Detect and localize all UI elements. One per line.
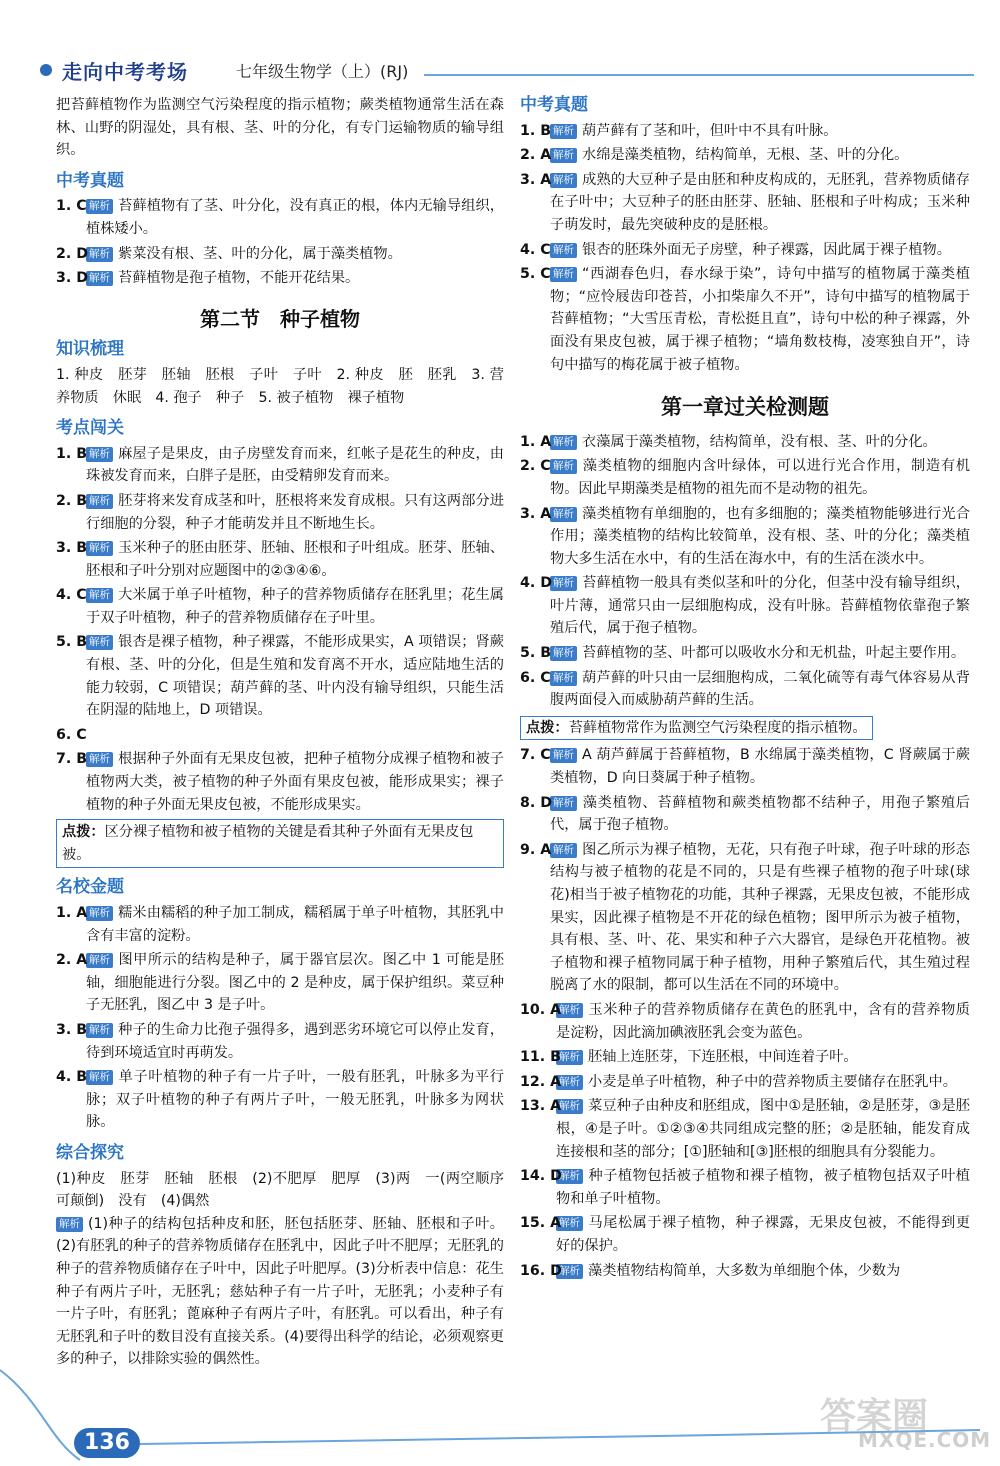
page-header	[34, 54, 974, 86]
answer-number: 16. D	[520, 1262, 562, 1279]
analysis-badge: 解析	[86, 635, 113, 650]
answer-text: 苔藓植物是孢子植物，不能开花结果。	[118, 270, 360, 287]
answer-text: 大米属于单子叶植物，种子的营养物质储存在胚乳里；花生属于双子叶植物，种子的营养物质储存在子叶里。	[86, 587, 504, 626]
answer-text: 葫芦藓有了茎和叶，但叶中不具有叶脉。	[582, 122, 838, 139]
analysis-badge: 解析	[550, 796, 577, 811]
analysis-badge: 解析	[556, 1169, 583, 1184]
zk-heading-right: 中考真题	[520, 95, 588, 115]
analysis-badge: 解析	[550, 748, 577, 763]
answer-number: 13. A	[520, 1098, 562, 1115]
answer-number: 5. B	[520, 645, 552, 662]
left-column	[56, 94, 504, 1371]
answer-text: 紫菜没有根、茎、叶的分化，属于藻类植物。	[118, 245, 402, 262]
answer-item	[520, 263, 970, 376]
watermark-url: MXQE.COM	[858, 1428, 992, 1452]
analysis-badge: 解析	[556, 1099, 583, 1114]
analysis-badge: 解析	[556, 1050, 583, 1065]
answer-text: 苔藓植物有了茎、叶分化，没有真正的根，体内无输导组织，植株矮小。	[86, 198, 504, 237]
answer-text: 藻类植物结构简单，大多数为单细胞个体，少数为	[588, 1262, 901, 1279]
answer-item	[520, 1260, 970, 1283]
knowledge-answers: 1. 种皮 胚芽 胚轴 胚根 子叶 子叶 2. 种皮 胚 胚乳 3. 营养物质 休眠 4. 孢子 种子 5. 被子植物 裸子植物	[56, 366, 504, 406]
analysis-badge: 解析	[550, 173, 577, 188]
analysis-badge: 解析	[86, 953, 113, 968]
answer-number: 10. A	[520, 1001, 562, 1018]
inquiry-analysis	[56, 1213, 504, 1371]
answer-item	[56, 443, 504, 488]
tip-box	[56, 819, 504, 868]
analysis-badge: 解析	[86, 906, 113, 921]
answer-text: 玉米种子的营养物质储存在黄色的胚乳中，含有的营养物质是淀粉，因此滴加碘液胚乳会变为蓝色。	[556, 1001, 970, 1041]
answer-number: 14. D	[520, 1168, 562, 1185]
answer-item	[520, 1046, 970, 1069]
answer-text: 银杏是裸子植物，种子裸露，不能形成果实，A 项错误；肾蕨有根、茎、叶的分化，但是生殖和发育离不开水，适应陆地生活的能力较弱，C 项错误；葫芦藓的茎、叶内没有输导组织，只能生活在阴湿的陆地上，D 项错误。	[86, 634, 504, 719]
answer-item	[56, 724, 504, 747]
answer-item	[520, 999, 970, 1044]
answer-number: 1. C	[56, 198, 87, 215]
answer-number: 4. C	[56, 587, 87, 604]
answer-number: 3. B	[56, 540, 88, 557]
analysis-badge: 解析	[550, 267, 577, 282]
series-title: 走向中考考场	[62, 60, 188, 84]
analysis-badge: 解析	[86, 247, 113, 262]
analysis-badge: 解析	[550, 148, 577, 163]
answer-item	[520, 839, 970, 997]
analysis-badge: 解析	[556, 1003, 583, 1018]
analysis-badge: 解析	[550, 671, 577, 686]
answer-number: 1. B	[520, 122, 552, 139]
answer-text: 玉米种子的胚由胚芽、胚轴、胚根和子叶组成。胚芽、胚轴、胚根和子叶分别对应题图中的②③④⑥。	[86, 540, 504, 579]
answer-number: 2. C	[520, 458, 551, 475]
analysis-badge: 解析	[86, 494, 113, 509]
right-column	[520, 94, 970, 1284]
answer-text: 葫芦藓的叶只由一层细胞构成，二氧化硫等有毒气体容易从背腹两面侵入而威胁葫芦藓的生活。	[550, 669, 970, 709]
answer-item	[520, 1095, 970, 1163]
analysis-badge: 解析	[86, 752, 113, 767]
answer-number: 5. C	[520, 266, 551, 283]
answer-text: 单子叶植物的种子有一片子叶，一般有胚乳，叶脉多为平行脉；双子叶植物的种子有两片子叶，一般无胚乳，叶脉多为网状脉。	[86, 1069, 504, 1131]
analysis-badge: 解析	[86, 541, 113, 556]
answer-item	[520, 1165, 970, 1210]
analysis-badge: 解析	[550, 646, 577, 661]
answer-number: 4. C	[520, 241, 551, 258]
answer-item	[520, 572, 970, 640]
answer-item	[56, 631, 504, 721]
answer-item	[56, 949, 504, 1017]
answer-item	[520, 169, 970, 237]
answer-text: A 葫芦藓属于苔藓植物，B 水绵属于藻类植物，C 肾蕨属于蕨类植物，D 向日葵属于种子植物。	[550, 747, 970, 787]
book-subtitle: 七年级生物学（上）(RJ)	[236, 62, 409, 81]
answer-text: 藻类植物的细胞内含叶绿体，可以进行光合作用，制造有机物。因此早期藻类是植物的祖先而不是动物的祖先。	[550, 458, 970, 497]
answer-text: 成熟的大豆种子是由胚和种皮构成的，无胚乳，营养物质储存在子叶中；大豆种子的胚由胚芽、胚轴、胚根和子叶构成；玉米种子萌发时，最先突破种皮的是胚根。	[550, 171, 970, 233]
answer-item	[56, 537, 504, 582]
answer-number: 3. B	[56, 1021, 88, 1038]
answer-item	[56, 902, 504, 947]
answer-number: 5. B	[56, 634, 88, 651]
answer-number: 9. A	[520, 841, 552, 858]
answer-text: “西湖春色归，春水绿于染”，诗句中描写的植物属于藻类植物；“应怜屐齿印苍苔，小扣柴扉久不开”，诗句中描写的植物属于苔藓植物；“大雪压青松，青松挺且直”，诗句中松的种子裸露，外面没有果皮包被，属于裸子植物；“墙角数枝梅，凌寒独自开”，诗句中描写的梅花属于被子植物。	[550, 266, 970, 373]
answer-text: 银杏的胚珠外面无子房壁，种子裸露，因此属于裸子植物。	[582, 241, 951, 258]
answer-item	[56, 748, 504, 816]
answer-item	[520, 792, 970, 837]
answer-text: 种子植物包括被子植物和裸子植物，被子植物包括双子叶植物和单子叶植物。	[556, 1168, 970, 1207]
answer-number: 4. B	[56, 1069, 88, 1086]
analysis-badge: 解析	[550, 507, 577, 522]
analysis-badge: 解析	[550, 435, 577, 450]
analysis-badge: 解析	[86, 1070, 113, 1085]
answer-item	[520, 642, 970, 665]
kd-heading: 考点闯关	[56, 418, 124, 439]
answer-text: 根据种子外面有无果皮包被，把种子植物分成裸子植物和被子植物两大类，被子植物的种子外面有果皮包被，能形成果实；裸子植物的种子外面无果皮包被，不能形成果实。	[86, 751, 504, 813]
answer-number: 1. A	[520, 433, 552, 450]
answer-item	[56, 1019, 504, 1064]
answer-text: 图乙所示为裸子植物，无花，只有孢子叶球，孢子叶球的形态结构与被子植物的花是不同的，只是有些裸子植物的孢子叶球(球花)相当于被子植物花的功能，其种子裸露，无果皮包被，不能形成果实，因此裸子植物是不开花的绿色植物；图甲所示为被子植物，具有根、茎、叶、花、果实和种子六大器官，是绿色开花植物。被子植物和裸子植物同属于种子植物，用种子繁殖后代，其生殖过程脱离了水的限制，都可以生活在不同的环境中。	[550, 841, 970, 994]
analysis-badge: 解析	[556, 1075, 583, 1090]
inquiry-answer: (1)种皮 胚芽 胚轴 胚根 (2)不肥厚 肥厚 (3)两 一(两空顺序可颠倒) 没有 (4)偶然	[56, 1170, 504, 1210]
answer-number: 6. C	[520, 669, 551, 686]
answer-text: 衣藻属于藻类植物，结构简单，没有根、茎、叶的分化。	[582, 433, 937, 450]
mx-heading: 名校金题	[56, 877, 124, 898]
answer-text: 苔藓植物一般具有类似茎和叶的分化，但茎中没有输导组织，叶片薄，通常只由一层细胞构成，没有叶脉。苔藓植物依靠孢子繁殖后代，属于孢子植物。	[550, 575, 970, 637]
answer-item	[520, 1071, 970, 1094]
zh-heading: 综合探究	[56, 1142, 124, 1163]
answer-text: 麻屋子是果皮，由子房壁发育而来，红帐子是花生的种皮，由珠被发育而来，白胖子是胚，由受精卵发育而来。	[86, 445, 504, 485]
answer-item	[520, 503, 970, 571]
answer-item	[56, 490, 504, 535]
answer-number: 4. D	[520, 575, 552, 592]
answer-text: 小麦是单子叶植物，种子中的营养物质主要储存在胚乳中。	[588, 1073, 957, 1090]
answer-text: 胚芽将来发育成茎和叶，胚根将来发育成根。只有这两部分进行细胞的分裂，种子才能萌发并且不断地生长。	[86, 492, 504, 532]
answer-number: 7. C	[520, 747, 551, 764]
answer-item	[520, 239, 970, 262]
analysis-badge: 解析	[86, 1023, 113, 1038]
chapter-title: 第一章过关检测题	[661, 395, 829, 420]
section-title: 第二节 种子植物	[200, 306, 360, 331]
tip-text: 区分裸子植物和被子植物的关键是看其种子外面有无果皮包被。	[62, 824, 474, 863]
analysis-badge: 解析	[56, 1217, 83, 1232]
answer-item	[56, 195, 504, 240]
answer-item	[56, 1066, 504, 1134]
analysis-badge: 解析	[550, 124, 577, 139]
intro-paragraph: 把苔藓植物作为监测空气污染程度的指示植物；蕨类植物通常生活在森林、山野的阴湿处，具有根、茎、叶的分化，有专门运输物质的输导组织。	[56, 97, 504, 159]
answer-item	[56, 584, 504, 629]
answer-item	[520, 455, 970, 500]
analysis-badge: 解析	[86, 588, 113, 603]
answer-number: 3. A	[520, 171, 552, 188]
zk-heading: 中考真题	[56, 170, 124, 191]
answer-item	[520, 144, 970, 167]
answer-number: 7. B	[56, 751, 88, 768]
analysis-badge: 解析	[550, 243, 577, 258]
answer-text: 种子的生命力比孢子强得多，遇到恶劣环境它可以停止发育，待到环境适宜时再萌发。	[86, 1021, 504, 1061]
analysis-badge: 解析	[550, 843, 577, 858]
answer-number: 8. D	[520, 794, 552, 811]
watermark-logo: 答案圈	[820, 1396, 929, 1437]
answer-text: 马尾松属于裸子植物，种子裸露，无果皮包被，不能得到更好的保护。	[556, 1215, 970, 1254]
tip-text: 苔藓植物常作为监测空气污染程度的指示植物。	[568, 719, 867, 736]
answer-number: 1. B	[56, 445, 88, 462]
header-rule	[424, 74, 974, 76]
answer-number: 15. A	[520, 1215, 562, 1232]
answer-text: 苔藓植物的茎、叶都可以吸收水分和无机盐，叶起主要作用。	[582, 645, 966, 662]
answer-number: 2. A	[56, 952, 88, 969]
analysis-badge: 解析	[550, 576, 577, 591]
answer-number: 12. A	[520, 1073, 562, 1090]
answer-number: 2. A	[520, 147, 552, 164]
answer-number: 11. B	[520, 1049, 561, 1066]
analysis-badge: 解析	[86, 447, 113, 462]
analysis-badge: 解析	[86, 271, 113, 286]
header-dot-icon	[40, 64, 52, 76]
zs-heading: 知识梳理	[56, 339, 124, 360]
answer-item	[56, 267, 504, 290]
answer-text: 藻类植物、苔藓植物和蕨类植物都不结种子，用孢子繁殖后代，属于孢子植物。	[550, 794, 970, 834]
answer-text: 藻类植物有单细胞的，也有多细胞的；藻类植物能够进行光合作用；藻类植物的结构比较简单，没有根、茎、叶的分化；藻类植物大多生活在水中，有的生活在海水中，有的生活在淡水中。	[550, 505, 970, 567]
answer-text: 图甲所示的结构是种子，属于器官层次。图乙中 1 可能是胚轴，细胞能进行分裂。图乙中的 2 是种皮，属于保护组织。菜豆种子无胚乳，图乙中 3 是子叶。	[86, 952, 504, 1014]
answer-item	[520, 1212, 970, 1257]
answer-text: 糯米由糯稻的种子加工制成，糯稻属于单子叶植物，其胚乳中含有丰富的淀粉。	[86, 905, 504, 944]
answer-item	[520, 744, 970, 789]
analysis-badge: 解析	[556, 1216, 583, 1231]
analysis-badge: 解析	[86, 199, 113, 214]
inquiry-analysis-text: (1)种子的结构包括种皮和胚，胚包括胚芽、胚轴、胚根和子叶。(2)有胚乳的种子的营养物质储存在胚乳中，因此子叶不肥厚；无胚乳的种子的营养物质储存在子叶中，因此子叶肥厚。(3)分析表中信息：花生种子有两片子叶，无胚乳；慈姑种子有一片子叶，无胚乳；小麦种子有一片子叶，有胚乳；蓖麻种子有两片子叶，有胚乳。可以看出，种子有无胚乳和子叶的数目没有直接关系。(4)要得出科学的结论，必须观察更多的种子，以排除实验的偶然性。	[56, 1215, 504, 1368]
answer-number: 2. B	[56, 492, 88, 509]
answer-text: 水绵是藻类植物，结构简单，无根、茎、叶的分化。	[582, 147, 909, 164]
answer-item	[56, 243, 504, 266]
answer-number: 3. A	[520, 505, 552, 522]
answer-item	[520, 431, 970, 454]
answer-number: 3. D	[56, 270, 88, 287]
answer-text: 菜豆种子由种皮和胚组成，图中①是胚轴，②是胚芽，③是胚根，④是子叶。①②③④共同组成完整的胚；②是胚轴，能发育成连接根和茎的部分；[①]胚轴和[③]胚根的细胞具有分裂能力。	[556, 1098, 970, 1160]
tip-label: 点拨：	[526, 719, 569, 736]
page-number: 136	[74, 1428, 140, 1458]
answer-item	[520, 120, 970, 143]
answer-number: 1. A	[56, 905, 88, 921]
answer-item	[520, 667, 970, 712]
tip-label: 点拨：	[62, 824, 105, 841]
analysis-badge: 解析	[556, 1264, 583, 1279]
answer-number: 2. D	[56, 245, 88, 262]
answer-text: 胚轴上连胚芽，下连胚根，中间连着子叶。	[588, 1049, 858, 1066]
tip-box	[520, 716, 873, 741]
analysis-badge: 解析	[550, 459, 577, 474]
answer-number: 6. C	[56, 726, 87, 743]
